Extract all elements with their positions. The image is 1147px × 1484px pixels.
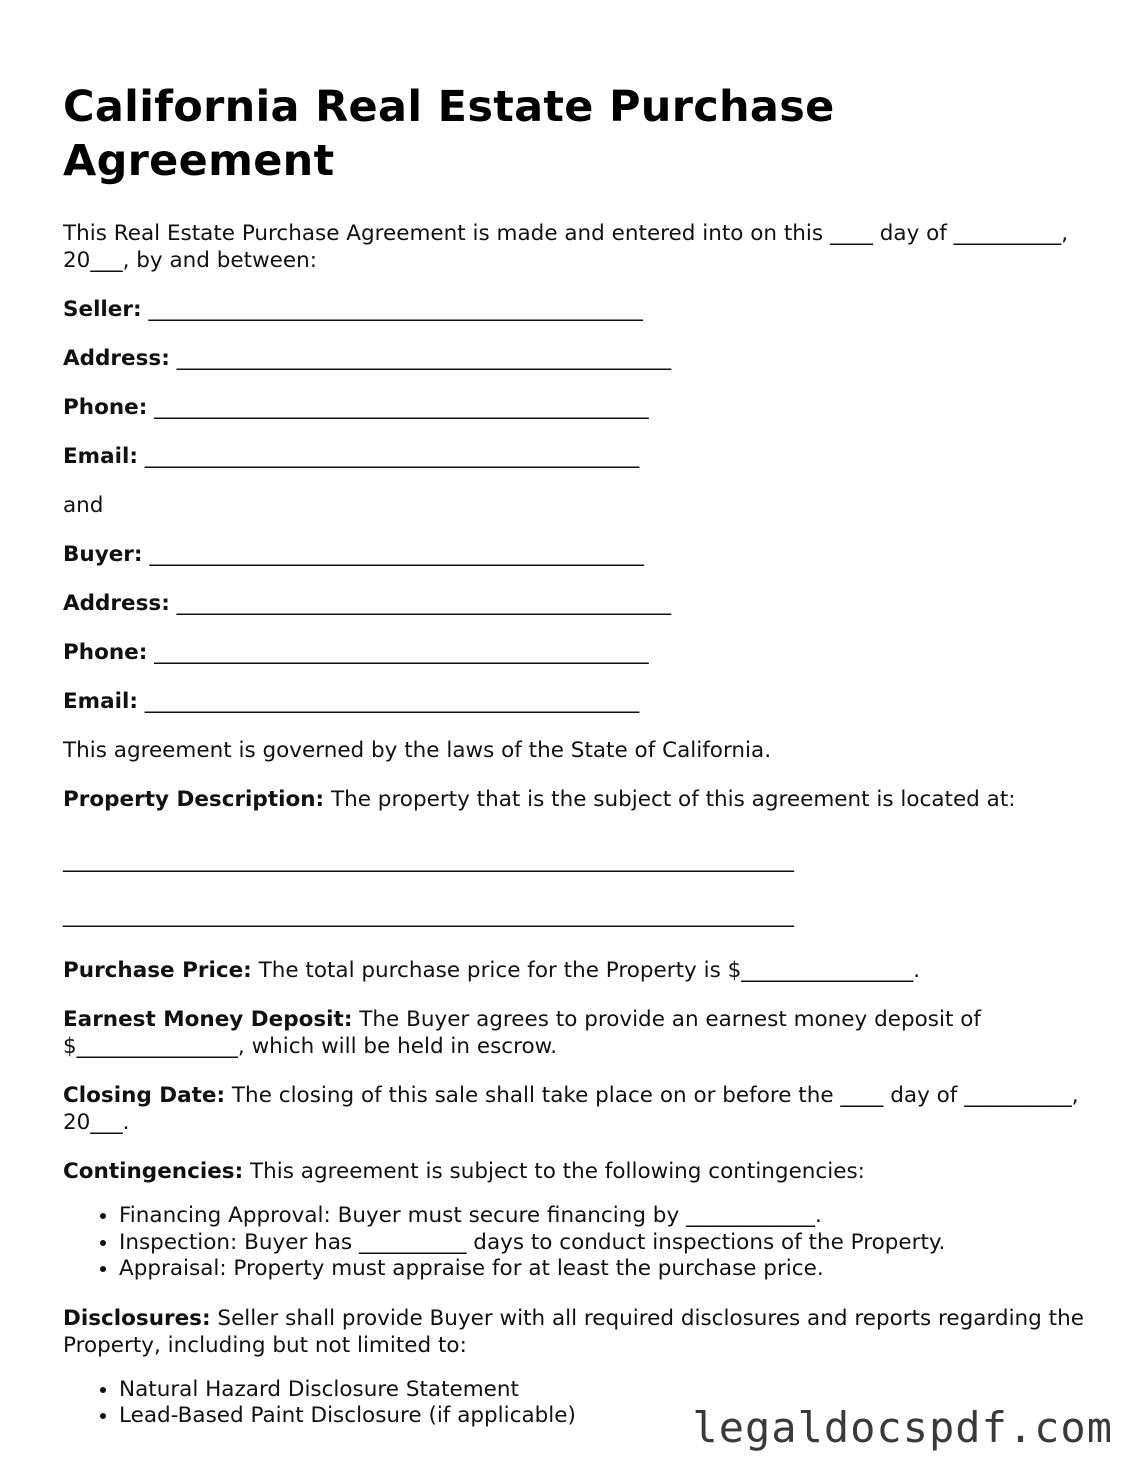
seller-email-field: [63, 443, 1093, 470]
buyer-phone-blank[interactable]: ______________________________________________: [154, 640, 649, 665]
seller-name-blank[interactable]: ______________________________________________: [148, 297, 643, 322]
closing-date-text: The closing of this sale shall take place on or before the ____ day of __________, 20___.: [63, 1083, 1079, 1135]
seller-phone-field: [63, 394, 1093, 421]
buyer-email-blank[interactable]: ______________________________________________: [144, 689, 640, 714]
buyer-address-field: [63, 590, 1093, 617]
purchase-price-text: The total purchase price for the Property is $________________.: [251, 958, 921, 983]
purchase-price-paragraph: [63, 957, 1093, 984]
list-item: • Natural Hazard Disclosure Statement: [119, 1377, 1093, 1404]
document-page: [63, 80, 1093, 1452]
closing-date-label: Closing Date:: [63, 1083, 226, 1108]
earnest-money-paragraph: [63, 1006, 1093, 1060]
buyer-phone-field: [63, 639, 1093, 666]
buyer-name-blank[interactable]: ______________________________________________: [149, 542, 644, 567]
purchase-price-label: Purchase Price:: [63, 958, 252, 983]
contingencies-label: Contingencies:: [63, 1159, 244, 1184]
seller-phone-label: Phone:: [63, 395, 148, 420]
contingencies-paragraph: [63, 1158, 1093, 1185]
closing-date-paragraph: [63, 1082, 1093, 1136]
seller-name-label: Seller:: [63, 297, 142, 322]
governing-law-paragraph: This agreement is governed by the laws of the State of California.: [63, 738, 772, 763]
disclosures-paragraph: [63, 1305, 1093, 1359]
watermark: legaldocspdf.com: [692, 1403, 1113, 1452]
disclosures-label: Disclosures:: [63, 1305, 211, 1331]
buyer-phone-label: Phone:: [63, 640, 148, 665]
intro-paragraph: This Real Estate Purchase Agreement is made and entered into on this ____ day of __________, 20___, by and between:: [63, 221, 1069, 273]
buyer-name-label: Buyer:: [63, 542, 143, 567]
seller-email-label: Email:: [63, 444, 138, 469]
list-item: • Appraisal: Property must appraise for at least the purchase price.: [119, 1256, 1093, 1283]
buyer-email-field: [63, 688, 1093, 715]
seller-address-field: [63, 345, 1093, 372]
list-item: • Financing Approval: Buyer must secure financing by ____________.: [119, 1203, 1093, 1230]
buyer-address-label: Address:: [63, 591, 170, 616]
buyer-email-label: Email:: [63, 689, 138, 714]
list-item: • Lead-Based Paint Disclosure (if applicable): [119, 1403, 1093, 1430]
earnest-money-label: Earnest Money Deposit:: [63, 1007, 353, 1032]
seller-address-blank[interactable]: ______________________________________________: [176, 346, 672, 371]
buyer-name-field: [63, 541, 1093, 568]
contingencies-text: This agreement is subject to the following contingencies:: [243, 1159, 865, 1184]
document-title: California Real Estate Purchase Agreement: [63, 82, 835, 186]
seller-email-blank[interactable]: ______________________________________________: [144, 444, 640, 469]
property-address-blank-2[interactable]: ____________________________________________________________________: [63, 903, 794, 928]
property-address-blank-1[interactable]: ____________________________________________________________________: [63, 848, 794, 873]
and-text: and: [63, 493, 104, 518]
earnest-money-text: The Buyer agrees to provide an earnest money deposit of $_______________, which will be held in escrow.: [63, 1007, 981, 1059]
property-description-text: The property that is the subject of this agreement is located at:: [324, 787, 1016, 812]
list-item: • Inspection: Buyer has __________ days to conduct inspections of the Property.: [119, 1230, 1093, 1257]
property-description-paragraph: [63, 786, 1093, 813]
property-description-label: Property Description:: [63, 787, 325, 812]
buyer-address-blank[interactable]: ______________________________________________: [176, 591, 672, 616]
seller-phone-blank[interactable]: ______________________________________________: [154, 395, 649, 420]
disclosures-text: Seller shall provide Buyer with all required disclosures and reports regarding the Property, including but not limited to:: [63, 1305, 1084, 1358]
contingencies-list: [63, 1203, 1093, 1283]
seller-address-label: Address:: [63, 346, 170, 371]
seller-name-field: [63, 296, 1093, 323]
